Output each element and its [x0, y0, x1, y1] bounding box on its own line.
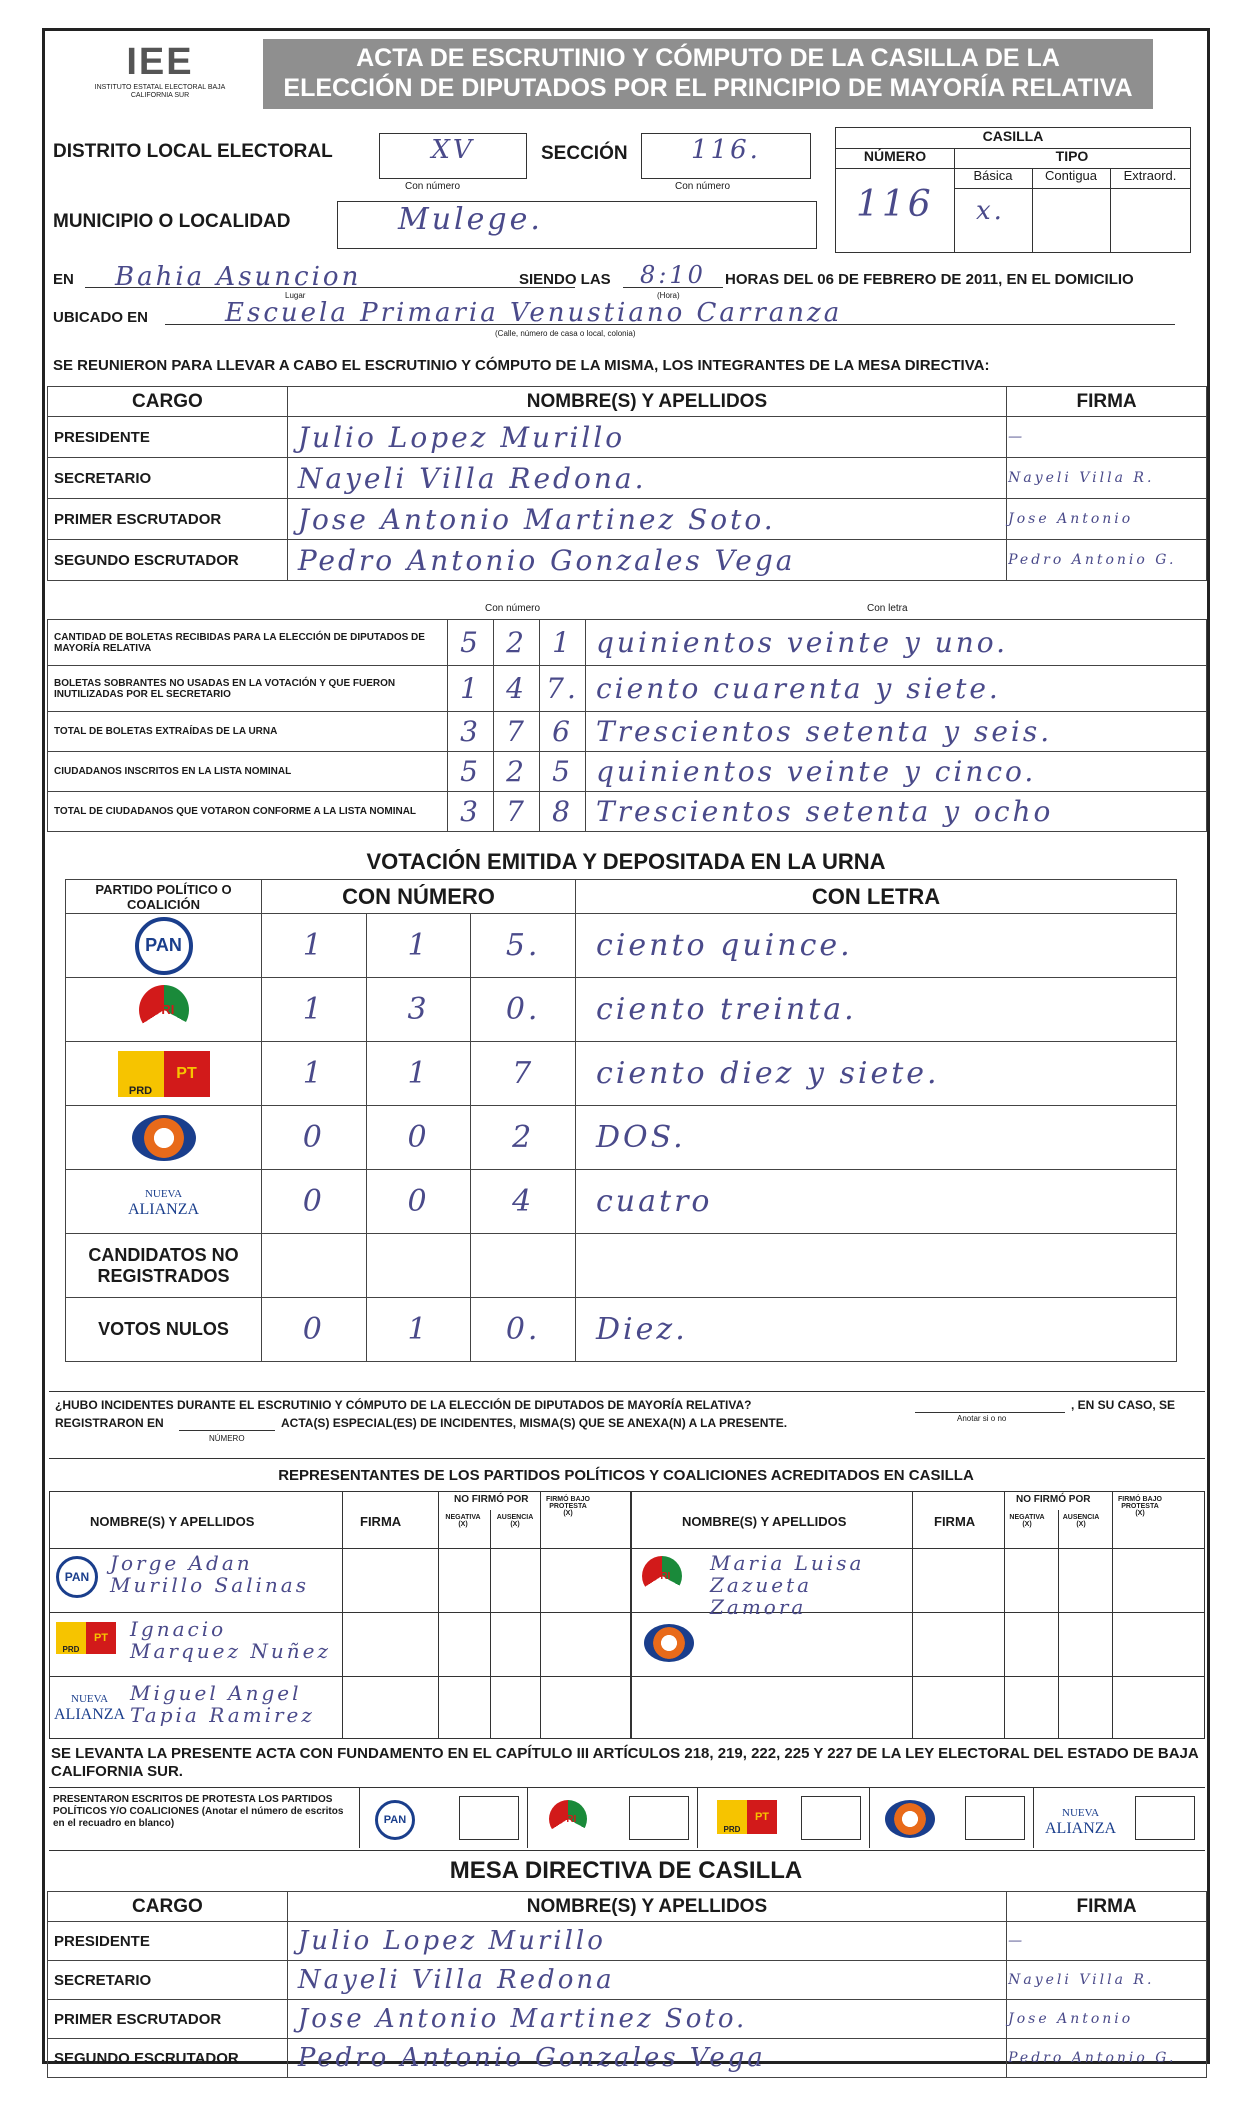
incidentes-text-1: ¿HUBO INCIDENTES DURANTE EL ESCRUTINIO Y CÓMPUTO DE LA ELECCIÓN DE DIPUTADOS DE MAYORÍA RELATIVA?: [55, 1398, 752, 1412]
hora-caption: (Hora): [657, 291, 680, 300]
protesta-prdpt-box[interactable]: [801, 1796, 861, 1840]
mesa2-nombre-primer-escrutador[interactable]: Jose Antonio Martinez Soto.: [287, 2000, 1006, 2039]
hora-value: 8:10: [640, 261, 706, 289]
na-letra[interactable]: cuatro: [576, 1170, 1177, 1234]
mesa2-nombre-segundo-escrutador[interactable]: Pedro Antonio Gonzales Vega: [287, 2039, 1006, 2078]
votacion-table: [65, 879, 1177, 1362]
rep-pri-icon: PRI: [642, 1556, 682, 1596]
ubicado-label: UBICADO EN: [53, 309, 149, 326]
boletas-recibidas-letra[interactable]: quinientos veinte y uno.: [586, 620, 1207, 666]
rep-ausencia-left: AUSENCIA (X): [496, 1514, 534, 1528]
boletas-extraidas-d3[interactable]: 6: [540, 712, 586, 752]
mesa2-nombre-secretario[interactable]: Nayeli Villa Redona: [287, 1961, 1006, 2000]
protesta-text: PRESENTARON ESCRITOS DE PROTESTA LOS PARTIDOS POLÍTICOS Y/O COALICIONES (Anotar el número de escritos en el recuadro en blanco): [53, 1794, 344, 1829]
boletas-extraidas-letra[interactable]: Trescientos setenta y seis.: [586, 712, 1207, 752]
cargo-segundo-escrutador: SEGUNDO ESCRUTADOR: [48, 540, 288, 581]
inscritos-d1[interactable]: 5: [448, 752, 494, 792]
inscritos-d3[interactable]: 5: [540, 752, 586, 792]
boletas-recibidas-d1[interactable]: 5: [448, 620, 494, 666]
incidentes-si-no-field[interactable]: [915, 1412, 1065, 1413]
municipio-value: Mulege.: [398, 202, 543, 237]
con-numero-header: CON NÚMERO: [262, 880, 576, 914]
mesa2-firma-header: FIRMA: [1007, 1892, 1207, 1922]
party-prd-pt: [66, 1042, 262, 1106]
tipo-label: TIPO: [954, 148, 1190, 169]
votaron-d2[interactable]: 7: [494, 792, 540, 832]
convergencia-logo-icon: [132, 1115, 196, 1161]
rep-negativa-right: NEGATIVA (X): [1009, 1514, 1045, 1528]
votaron-d1[interactable]: 3: [448, 792, 494, 832]
seccion-label: SECCIÓN: [541, 143, 628, 164]
protesta-na-icon: NUEVA ALIANZA: [1045, 1807, 1117, 1837]
mesa-directiva-table: [47, 386, 1207, 581]
title-line-2: ELECCIÓN DE DIPUTADOS POR EL PRINCIPIO DE MAYORÍA RELATIVA: [283, 74, 1133, 102]
rep-firmo-bajo-right: FIRMÓ BAJO PROTESTA (X): [1118, 1496, 1162, 1517]
votaron-letra[interactable]: Trescientos setenta y ocho: [586, 792, 1207, 832]
party-pri: [66, 978, 262, 1042]
prdpt-letra[interactable]: ciento diez y siete.: [576, 1042, 1177, 1106]
nulos-d1[interactable]: 0: [262, 1298, 367, 1362]
distrito-label: DISTRITO LOCAL ELECTORAL: [53, 141, 333, 162]
pan-logo-icon: PAN: [135, 917, 193, 975]
rep-firma-header-right: FIRMA: [934, 1514, 976, 1529]
municipio-label: MUNICIPIO O LOCALIDAD: [53, 211, 291, 232]
party-nueva-alianza: [66, 1170, 262, 1234]
rep-prdpt-nombre[interactable]: Ignacio Marquez Nuñez: [130, 1617, 332, 1663]
rep-prdpt-icon: PRD PT: [56, 1622, 116, 1654]
conv-d3[interactable]: 2: [471, 1106, 576, 1170]
con-numero-caption: Con número: [485, 603, 541, 614]
firma-presidente[interactable]: —: [1007, 417, 1207, 458]
boletas-recibidas-d3[interactable]: 1: [540, 620, 586, 666]
prd-pt-logo-icon: PRD PT: [118, 1051, 210, 1097]
protesta-convergencia-icon: [885, 1800, 935, 1838]
rep-na-icon: NUEVA ALIANZA: [54, 1693, 126, 1723]
en-label: EN: [53, 271, 74, 288]
votacion-title: VOTACIÓN EMITIDA Y DEPOSITADA EN LA URNA: [366, 849, 886, 874]
protesta-conv-box[interactable]: [965, 1796, 1025, 1840]
pan-letra[interactable]: ciento quince.: [576, 914, 1177, 978]
pri-d1[interactable]: 1: [262, 978, 367, 1042]
representantes-table: [49, 1491, 1205, 1739]
party-pan: [66, 914, 262, 978]
casilla-title: CASILLA: [836, 128, 1190, 149]
casilla-numero: 116: [856, 184, 934, 225]
protesta-na-box[interactable]: [1135, 1796, 1195, 1840]
prdpt-d1[interactable]: 1: [262, 1042, 367, 1106]
pri-d2[interactable]: 3: [366, 978, 471, 1042]
cargo-secretario: SECRETARIO: [48, 458, 288, 499]
boletas-recibidas-label: CANTIDAD DE BOLETAS RECIBIDAS PARA LA ELECCIÓN DE DIPUTADOS DE MAYORÍA RELATIVA: [48, 620, 448, 666]
inscritos-d2[interactable]: 2: [494, 752, 540, 792]
firma-header: FIRMA: [1007, 387, 1207, 417]
basica-label: Básica: [954, 168, 1033, 189]
conv-letra[interactable]: DOS.: [576, 1106, 1177, 1170]
boletas-sobrantes-d3[interactable]: 7.: [540, 666, 586, 712]
rep-convergencia-icon: [644, 1624, 694, 1662]
mesa2-firma-primer-escrutador[interactable]: Jose Antonio: [1007, 2000, 1207, 2039]
mesa2-firma-presidente[interactable]: —: [1007, 1922, 1207, 1961]
rep-no-firmo-right: NO FIRMÓ POR: [1016, 1494, 1091, 1505]
protesta-prdpt-icon: PRD PT: [717, 1800, 777, 1834]
rep-pri-nombre[interactable]: Maria Luisa Zazueta Zamora: [710, 1551, 865, 1619]
fundamento-text: SE LEVANTA LA PRESENTE ACTA CON FUNDAMENTO EN EL CAPÍTULO III ARTÍCULOS 218, 219, 222, 225 Y 227 DE LA LEY ELECTORAL DEL ESTADO DE BAJA CALIFORNIA SUR.: [51, 1745, 1199, 1780]
nulos-d2[interactable]: 1: [366, 1298, 471, 1362]
noreg-letra[interactable]: [576, 1234, 1177, 1298]
conv-d2[interactable]: 0: [366, 1106, 471, 1170]
pri-logo-icon: PRI: [139, 985, 189, 1035]
reunion-text: SE REUNIERON PARA LLEVAR A CABO EL ESCRUTINIO Y CÓMPUTO DE LA MISMA, LOS INTEGRANTES DE LA MESA DIRECTIVA:: [53, 357, 990, 374]
rep-nombre-header-left: NOMBRE(S) Y APELLIDOS: [90, 1514, 255, 1529]
mesa2-firma-secretario[interactable]: Nayeli Villa R.: [1007, 1961, 1207, 2000]
contigua-label: Contigua: [1032, 168, 1111, 189]
boletas-extraidas-d2[interactable]: 7: [494, 712, 540, 752]
mesa2-cargo-header: CARGO: [48, 1892, 288, 1922]
party-convergencia: [66, 1106, 262, 1170]
nombre-presidente[interactable]: Julio Lopez Murillo: [287, 417, 1006, 458]
rep-firmo-bajo-left: FIRMÓ BAJO PROTESTA (X): [546, 1496, 590, 1517]
form-title: [263, 39, 1153, 109]
mesa2-cargo-secretario: SECRETARIO: [48, 1961, 288, 2000]
pri-d3[interactable]: 0.: [471, 978, 576, 1042]
nombre-segundo-escrutador[interactable]: Pedro Antonio Gonzales Vega: [287, 540, 1006, 581]
nueva-alianza-logo-icon: NUEVA ALIANZA: [127, 1188, 200, 1218]
con-letra-header: CON LETRA: [576, 880, 1177, 914]
extraord-label: Extraord.: [1110, 168, 1190, 189]
rep-ausencia-right: AUSENCIA (X): [1062, 1514, 1100, 1528]
logo-text: IEE: [126, 41, 194, 83]
partido-header: PARTIDO POLÍTICO O COALICIÓN: [66, 880, 262, 914]
pan-d3[interactable]: 5.: [471, 914, 576, 978]
cargo-header: CARGO: [48, 387, 288, 417]
rep-no-firmo-left: NO FIRMÓ POR: [454, 1494, 529, 1505]
na-d2[interactable]: 0: [366, 1170, 471, 1234]
firma-secretario[interactable]: Nayeli Villa R.: [1007, 458, 1207, 499]
acta-sheet: [42, 28, 1210, 2073]
na-d1[interactable]: 0: [262, 1170, 367, 1234]
rep-na-nombre[interactable]: Miguel Angel Tapia Ramirez: [130, 1681, 315, 1727]
rep-negativa-left: NEGATIVA (X): [445, 1514, 481, 1528]
distrito-caption: Con número: [405, 181, 461, 192]
no-registrados-label: CANDIDATOS NO REGISTRADOS: [66, 1234, 262, 1298]
representantes-title: REPRESENTANTES DE LOS PARTIDOS POLÍTICOS Y COALICIONES ACREDITADOS EN CASILLA: [278, 1467, 974, 1484]
mesa2-cargo-presidente: PRESIDENTE: [48, 1922, 288, 1961]
nombre-header: NOMBRE(S) Y APELLIDOS: [287, 387, 1006, 417]
mesa2-firma-segundo-escrutador[interactable]: Pedro Antonio G.: [1007, 2039, 1207, 2078]
protesta-pri-box[interactable]: [629, 1796, 689, 1840]
pan-d1[interactable]: 1: [262, 914, 367, 978]
prdpt-d3[interactable]: 7: [471, 1042, 576, 1106]
mesa2-nombre-header: NOMBRE(S) Y APELLIDOS: [287, 1892, 1006, 1922]
noreg-d1[interactable]: [262, 1234, 367, 1298]
hora-field[interactable]: [623, 261, 723, 288]
boletas-sobrantes-d1[interactable]: 1: [448, 666, 494, 712]
protesta-pri-icon: PRI: [549, 1800, 587, 1838]
boletas-sobrantes-d2[interactable]: 4: [494, 666, 540, 712]
incidentes-text-4: ACTA(S) ESPECIAL(ES) DE INCIDENTES, MISMA(S) QUE SE ANEXA(N) A LA PRESENTE.: [281, 1416, 788, 1430]
numero-label: NÚMERO: [836, 148, 955, 169]
logo-caption: INSTITUTO ESTATAL ELECTORAL BAJA CALIFORNIA SUR: [94, 84, 226, 99]
votos-nulos-label: VOTOS NULOS: [66, 1298, 262, 1362]
boletas-extraidas-label: TOTAL DE BOLETAS EXTRAÍDAS DE LA URNA: [48, 712, 448, 752]
protesta-pan-icon: PAN: [375, 1800, 415, 1840]
mesa2-cargo-segundo-escrutador: SEGUNDO ESCRUTADOR: [48, 2039, 288, 2078]
rep-pan-nombre[interactable]: Jorge Adan Murillo Salinas: [110, 1551, 309, 1597]
distrito-field[interactable]: [379, 133, 527, 179]
mesa2-title: MESA DIRECTIVA DE CASILLA: [449, 1857, 803, 1884]
municipio-field[interactable]: [337, 201, 817, 249]
title-line-1: ACTA DE ESCRUTINIO Y CÓMPUTO DE LA CASILLA DE LA: [356, 44, 1060, 72]
pri-letra[interactable]: ciento treinta.: [576, 978, 1177, 1042]
numero-caption: NÚMERO: [209, 1434, 245, 1443]
ubicado-value: Escuela Primaria Venustiano Carranza: [225, 298, 843, 328]
rep-firma-header-left: FIRMA: [360, 1514, 402, 1529]
prdpt-d2[interactable]: 1: [366, 1042, 471, 1106]
anotar-caption: Anotar si o no: [957, 1414, 1007, 1423]
protesta-row: [49, 1787, 1205, 1851]
boletas-extraidas-d1[interactable]: 3: [448, 712, 494, 752]
seccion-caption: Con número: [675, 181, 731, 192]
casilla-box: [835, 127, 1191, 253]
conv-d1[interactable]: 0: [262, 1106, 367, 1170]
en-field[interactable]: [85, 261, 575, 292]
mesa2-nombre-presidente[interactable]: Julio Lopez Murillo: [287, 1922, 1006, 1961]
incidentes-numero-field[interactable]: [179, 1430, 275, 1431]
lugar-caption: Lugar: [285, 291, 306, 300]
mesa2-cargo-primer-escrutador: PRIMER ESCRUTADOR: [48, 2000, 288, 2039]
nulos-d3[interactable]: 0.: [471, 1298, 576, 1362]
protesta-pan-box[interactable]: [459, 1796, 519, 1840]
na-d3[interactable]: 4: [471, 1170, 576, 1234]
boletas-recibidas-d2[interactable]: 2: [494, 620, 540, 666]
distrito-value: XV: [431, 135, 475, 165]
en-value: Bahia Asuncion: [115, 262, 362, 292]
inscritos-letra[interactable]: quinientos veinte y cinco.: [586, 752, 1207, 792]
votaron-label: TOTAL DE CIUDADANOS QUE VOTARON CONFORME A LA LISTA NOMINAL: [48, 792, 448, 832]
nombre-secretario[interactable]: Nayeli Villa Redona.: [287, 458, 1006, 499]
incidentes-section: [49, 1391, 1205, 1459]
iee-logo: [85, 41, 235, 111]
inscritos-label: CIUDADANOS INSCRITOS EN LA LISTA NOMINAL: [48, 752, 448, 792]
ubicado-caption: (Calle, número de casa o local, colonia): [495, 329, 636, 338]
rep-pan-icon: PAN: [56, 1556, 98, 1598]
cargo-presidente: PRESIDENTE: [48, 417, 288, 458]
ubicado-field[interactable]: [165, 297, 1175, 328]
boletas-sobrantes-label: BOLETAS SOBRANTES NO USADAS EN LA VOTACIÓN Y QUE FUERON INUTILIZADAS POR EL SECRETARIO: [48, 666, 448, 712]
siendo-label: SIENDO LAS: [519, 271, 611, 288]
boletas-sobrantes-letra[interactable]: ciento cuarenta y siete.: [586, 666, 1207, 712]
con-letra-caption: Con letra: [867, 603, 908, 614]
cargo-primer-escrutador: PRIMER ESCRUTADOR: [48, 499, 288, 540]
seccion-field[interactable]: [641, 133, 811, 179]
nulos-letra[interactable]: Diez.: [576, 1298, 1177, 1362]
horas-text: HORAS DEL 06 DE FEBRERO DE 2011, EN EL DOMICILIO: [725, 271, 1134, 288]
firma-segundo-escrutador[interactable]: Pedro Antonio G.: [1007, 540, 1207, 581]
mesa2-table: [47, 1891, 1207, 2078]
firma-primer-escrutador[interactable]: Jose Antonio: [1007, 499, 1207, 540]
boletas-table: [47, 619, 1207, 832]
votaron-d3[interactable]: 8: [540, 792, 586, 832]
basica-mark: x.: [976, 196, 1005, 226]
pan-d2[interactable]: 1: [366, 914, 471, 978]
rep-nombre-header-right: NOMBRE(S) Y APELLIDOS: [682, 1514, 847, 1529]
noreg-d3[interactable]: [471, 1234, 576, 1298]
seccion-value: 116.: [691, 135, 761, 165]
incidentes-text-3: REGISTRARON EN: [55, 1416, 164, 1430]
incidentes-text-2: , EN SU CASO, SE: [1071, 1398, 1176, 1412]
nombre-primer-escrutador[interactable]: Jose Antonio Martinez Soto.: [287, 499, 1006, 540]
noreg-d2[interactable]: [366, 1234, 471, 1298]
